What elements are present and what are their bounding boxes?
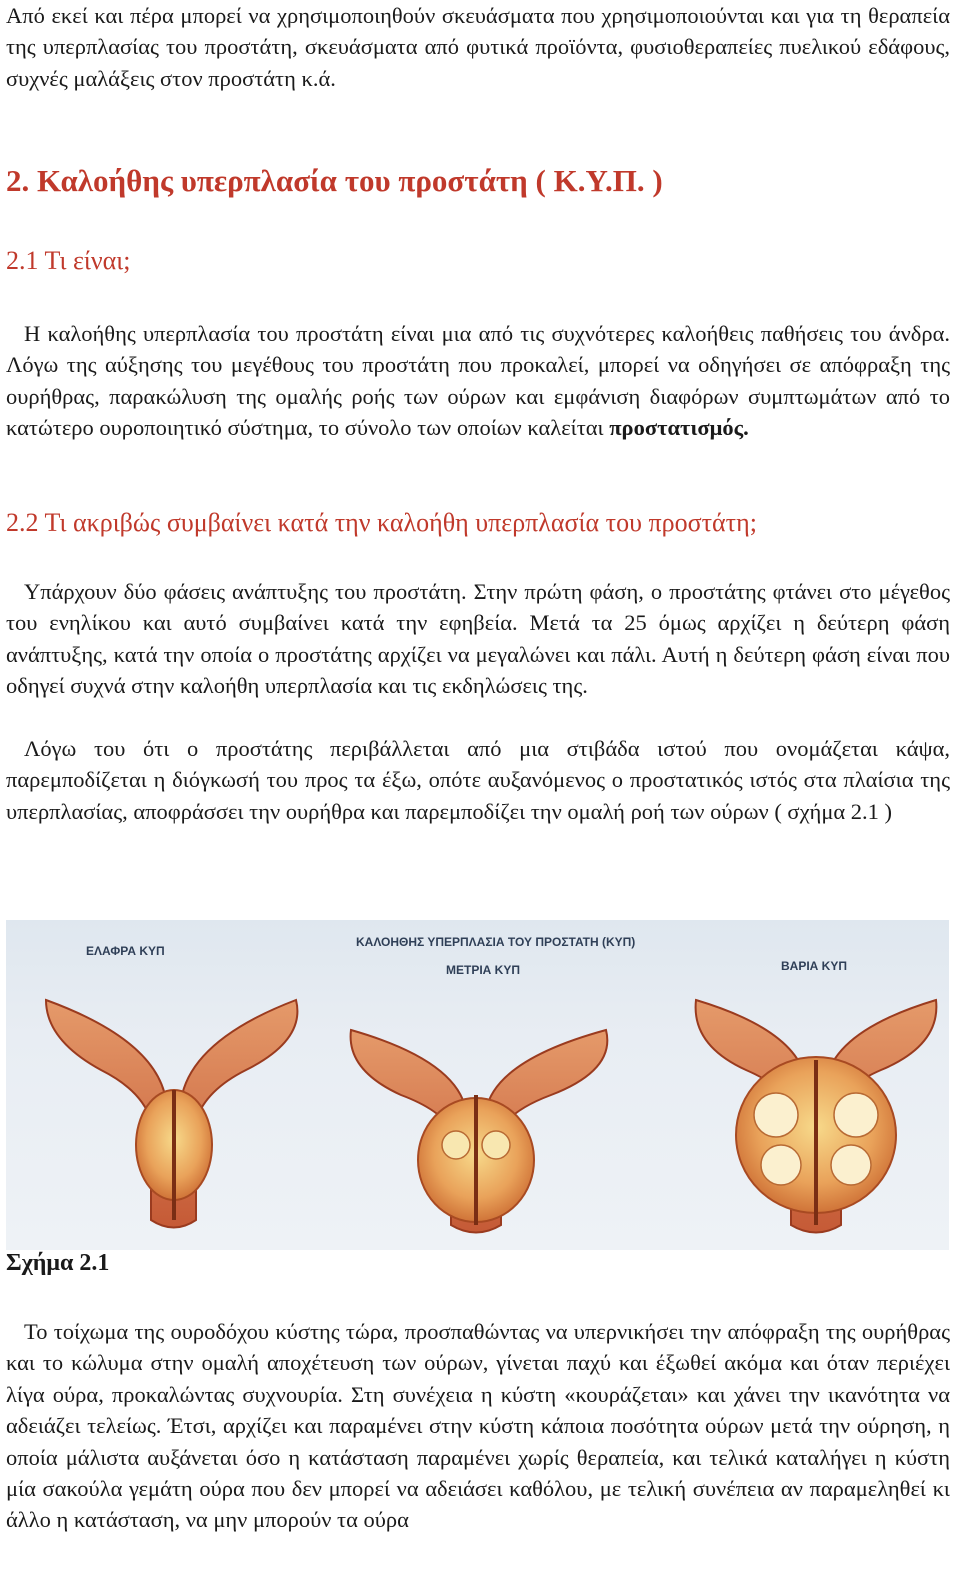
figure-caption: Σχήμα 2.1: [6, 1250, 110, 1276]
prostate-mild-drawing: [46, 1000, 297, 1228]
panel-label-severe: ΒΑΡΙΑ ΚΥΠ: [781, 959, 848, 973]
section-2-1-paragraph: [6, 318, 950, 444]
figure-title: ΚΑΛΟΗΘΗΣ ΥΠΕΡΠΛΑΣΙΑ ΤΟΥ ΠΡΟΣΤΑΤΗ (ΚΥΠ): [356, 935, 636, 949]
prostatism-term: προστατισμός.: [609, 415, 749, 441]
paragraph-text: Η καλοήθης υπερπλασία του προστάτη είναι μια από τις συχνότερες καλοήθεις παθήσεις του άνδρα. Λόγω της αύξησης του μεγέθους του προστάτη που προκαλεί, μπορεί να οδηγήσει σε απόφραξη της ουρήθρας, παρακώλυση της ομαλής ροής των ούρων και εμφάνιση διαφόρων συμπτωμάτων από το κατώτερο ουροποιητικό σύστημα, το σύνολο των οποίων καλείται: [6, 321, 950, 441]
panel-label-mild: ΕΛΑΦΡΑ ΚΥΠ: [86, 944, 165, 958]
panel-label-moderate: ΜΕΤΡΙΑ ΚΥΠ: [446, 963, 521, 977]
intro-paragraph: Από εκεί και πέρα μπορεί να χρησιμοποιηθούν σκευάσματα που χρησιμοποιούνται και για τη θεραπεία της υπερπλασίας του προστάτη, σκευάσματα από φυτικά προϊόντα, φυσιοθεραπείες πυελικού εδάφους, συχνές μαλάξεις στον προστάτη κ.ά.: [6, 3, 950, 91]
bph-illustration: [6, 920, 949, 1250]
section-2-2-paragraph-1: Υπάρχουν δύο φάσεις ανάπτυξης του προστάτη. Στην πρώτη φάση, ο προστάτης φτάνει στο μέγεθος του ενηλίκου και αυτό συμβαίνει κατά την εφηβεία. Μετά τα 25 όμως αρχίζει η δεύτερη φάση ανάπτυξης, κατά την οποία ο προστάτης αρχίζει να μεγαλώνει και πάλι. Αυτή η δεύτερη φάση είναι που οδηγεί συχνά στην καλοήθη υπερπλασία και τις εκδηλώσεις της.: [6, 579, 950, 699]
section-2-heading: 2. Καλοήθης υπερπλασία του προστάτη ( Κ.Υ.Π. ): [6, 163, 663, 198]
closing-paragraph: Το τοίχωμα της ουροδόχου κύστης τώρα, προσπαθώντας να υπερνικήσει την απόφραξη της ουρήθρας και το κώλυμα στην ομαλή αποχέτευση των ούρων, γίνεται παχύ και έξωθεί ακόμα και όταν περιέχει λίγα ούρα, προκαλώντας συχνουρία. Στη συνέχεια η κύστη «κουράζεται» και χάνει την ικανότητα να αδειάζει τελείως. Έτσι, αρχίζει και παραμένει στην κύστη κάποια ποσότητα ούρων μετά την ούρηση, η οποία μάλιστα αυξάνεται όσο η κατάσταση παραμένει χωρίς θεραπεία, και τελικά καταλήγει η κύστη μία σακούλα γεμάτη ούρα που δεν μπορεί να αδειάσει καθόλου, με τελική συνέπεια αν παραμεληθεί κι άλλο η κατάσταση, να μην μπορούν τα ούρα: [6, 1319, 950, 1533]
prostate-moderate-drawing: [351, 1030, 608, 1233]
section-2-1-heading: 2.1 Τι είναι;: [6, 246, 131, 275]
prostate-severe-drawing: [696, 1000, 937, 1233]
section-2-2-heading: 2.2 Τι ακριβώς συμβαίνει κατά την καλοήθη υπερπλασία του προστάτη;: [6, 508, 757, 537]
section-2-2-paragraph-2: Λόγω του ότι ο προστάτης περιβάλλεται από μια στιβάδα ιστού που ονομάζεται κάψα, παρεμποδίζεται η διόγκωσή του προς τα έξω, οπότε αυξανόμενος ο προστατικός ιστός στα πλαίσια της υπερπλασίας, αποφράσσει την ουρήθρα και παρεμποδίζει την ομαλή ροή των ούρων ( σχήμα 2.1 ): [6, 736, 950, 824]
bph-figure: [6, 920, 949, 1250]
